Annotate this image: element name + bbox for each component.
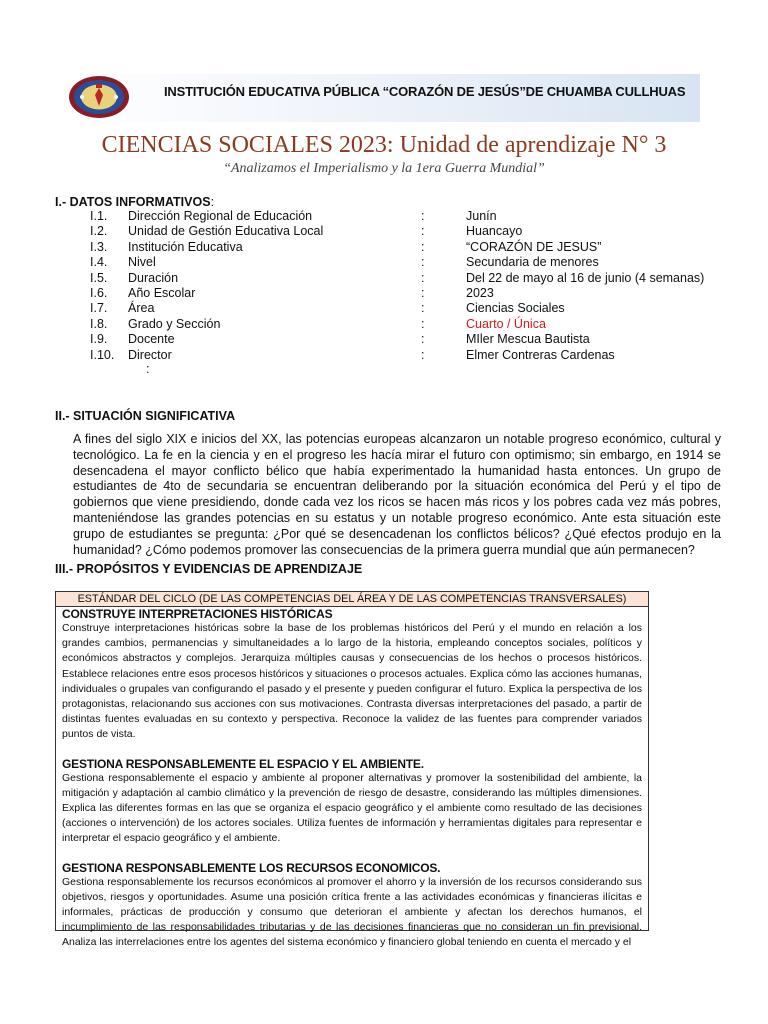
info-row (0, 240, 768, 255)
competency-title: GESTIONA RESPONSABLEMENTE LOS RECURSOS ECONOMICOS. (62, 860, 441, 875)
info-number: I.6. (90, 286, 108, 300)
info-number: I.10. (90, 347, 115, 362)
info-colon: : (421, 224, 425, 239)
info-row (0, 271, 768, 286)
info-row (0, 348, 768, 363)
info-number: I.9. (90, 332, 108, 347)
info-colon: : (421, 270, 425, 285)
info-colon: : (421, 332, 425, 347)
info-value: Elmer Contreras Cardenas (466, 347, 615, 362)
competency-text: Gestiona responsablemente los recursos económicos al promover el ahorro y la inversión de los recursos considerando sus objetivos, riesgos y oportunidades. Asume una posición crítica frente a las actividades económicas y financieras ilícitas e informales, prácticas de producción y consumo que deterioran el ambiente y afectan los derechos humanos, el incumplimiento de las responsabilidades tributarias y de las decisiones financieras que no consideran un fin previsional. Analiza las interrelaciones entre los agentes del sistema económico y financiero global teniendo en cuenta el mercado y el (62, 875, 642, 949)
info-row (0, 332, 768, 347)
situation-paragraph: A fines del siglo XIX e inicios del XX, las potencias europeas alcanzaron un notable progreso económico, cultural y tecnológico. La fe en la ciencia y en el progreso les hacía mirar el futuro con optimismo; sin embargo, en 1914 se desencadena el mayor conflicto bélico que había experimentado la humanidad hasta entonces. Un grupo de estudiantes de 4to de secundaria se encuentran deliberando por la situación económica del Perú y el tipo de gobiernos que viene presidiendo, donde cada vez los ricos se hacen más ricos y los pobres cada vez más pobres, manteniéndose las grandes potencias en su estatus y un notable progreso económico. Ante esta situación este grupo de estudiantes se pregunta: ¿Por qué se desencadenan los conflictos bélicos? ¿Qué efectos produjo en la humanidad? ¿Cómo podemos promover las consecuencias de la primera guerra mundial que aún permanecen? (73, 432, 721, 557)
info-colon: : (421, 209, 425, 223)
competency-text: Gestiona responsablemente el espacio y ambiente al proponer alternativas y promover la sostenibilidad del ambiente, la mitigación y adaptación al cambio climático y la prevención de riesgo de desastre, considerando las múltiples dimensiones. Explica las diferentes formas en las que se organiza el espacio geográfico y el ambiente como resultado de las decisiones (acciones o intervención) de los actores sociales. Utiliza fuentes de información y herramientas digitales para representar e interpretar el espacio geográfico y el ambiente. (62, 771, 642, 845)
info-number: I.3. (90, 239, 108, 254)
info-number: I.4. (90, 255, 108, 270)
info-value: Ciencias Sociales (466, 301, 565, 316)
info-number: I.5. (90, 270, 108, 285)
info-value: MIler Mescua Bautista (466, 332, 590, 347)
stray-colon: : (146, 362, 150, 376)
school-crest-icon (68, 75, 130, 119)
info-label: Grado y Sección (128, 316, 221, 331)
info-label: Año Escolar (128, 286, 196, 300)
info-row (0, 209, 768, 224)
info-row (0, 301, 768, 316)
school-name: INSTITUCIÓN EDUCATIVA PÚBLICA “CORAZÓN DE JESÚS”DE CHUAMBA CULLHUAS (164, 84, 686, 99)
section-heading-datos (55, 195, 214, 209)
competency-title: CONSTRUYE INTERPRETACIONES HISTÓRICAS (62, 607, 333, 621)
standards-box (55, 591, 649, 949)
info-value: 2023 (466, 286, 494, 300)
info-label: Duración (128, 270, 179, 285)
competency-title: GESTIONA RESPONSABLEMENTE EL ESPACIO Y EL AMBIENTE. (62, 756, 424, 771)
section-heading-situacion: II.- SITUACIÓN SIGNIFICATIVA (55, 409, 236, 423)
standards-header: ESTÁNDAR DEL CICLO (DE LAS COMPETENCIAS DEL ÁREA Y DE LAS COMPETENCIAS TRANSVERSALES) (56, 592, 648, 607)
info-label: Nivel (128, 255, 156, 270)
info-label: Unidad de Gestión Educativa Local (128, 224, 324, 239)
section-heading-colon: : (210, 195, 215, 209)
info-value: Cuarto / Única (466, 316, 546, 331)
info-colon: : (421, 286, 425, 300)
competency-block (56, 607, 648, 743)
info-colon: : (421, 239, 425, 254)
info-value: Junín (466, 209, 497, 223)
competency-text: Construye interpretaciones históricas sobre la base de los problemas históricos del Perú y el mundo en relación a los grandes cambios, permanencias y simultaneidades a lo largo de la historia, empleando conceptos sociales, políticos y económicos abstractos y complejos. Jerarquiza múltiples causas y consecuencias de los hechos o procesos históricos. Establece relaciones entre esos procesos históricos y situaciones o procesos actuales. Explica cómo las acciones humanas, individuales o grupales van configurando el pasado y el presente y pueden configurar el futuro. Explica la perspectiva de los protagonistas, relacionando sus acciones con sus motivaciones. Contrasta diversas interpretaciones del pasado, a partir de distintas fuentes evaluadas en su contexto y perspectiva. Reconoce la validez de las fuentes para comprender variados puntos de vista. (62, 622, 642, 741)
section-heading-propositos: III.- PROPÓSITOS Y EVIDENCIAS DE APRENDIZAJE (55, 562, 363, 576)
info-number: I.8. (90, 316, 108, 331)
page-title: CIENCIAS SOCIALES 2023: Unidad de aprendizaje N° 3 (101, 132, 667, 158)
info-row (0, 286, 768, 301)
info-row (0, 255, 768, 270)
info-value: Secundaria de menores (466, 255, 599, 270)
info-label: Director (128, 347, 172, 362)
info-label: Institución Educativa (128, 239, 243, 254)
info-label: Área (128, 301, 155, 316)
info-value: “CORAZÓN DE JESUS” (466, 239, 602, 254)
page-subtitle: “Analizamos el Imperialismo y la 1era Guerra Mundial” (223, 161, 545, 176)
info-colon: : (421, 255, 425, 270)
info-number: I.2. (90, 224, 108, 239)
competencies-list (56, 607, 648, 951)
info-colon: : (421, 347, 425, 362)
info-number: I.7. (90, 301, 108, 316)
section-heading-text: I.- DATOS INFORMATIVOS (55, 195, 211, 209)
info-number: I.1. (90, 209, 108, 223)
info-row (0, 224, 768, 239)
info-value: Huancayo (466, 224, 523, 239)
info-colon: : (421, 301, 425, 316)
info-label: Dirección Regional de Educación (128, 209, 313, 223)
info-row (0, 317, 768, 332)
info-label: Docente (128, 332, 175, 347)
competency-block (56, 757, 648, 847)
info-value: Del 22 de mayo al 16 de junio (4 semanas) (466, 270, 705, 285)
info-colon: : (421, 316, 425, 331)
competency-block (56, 861, 648, 951)
